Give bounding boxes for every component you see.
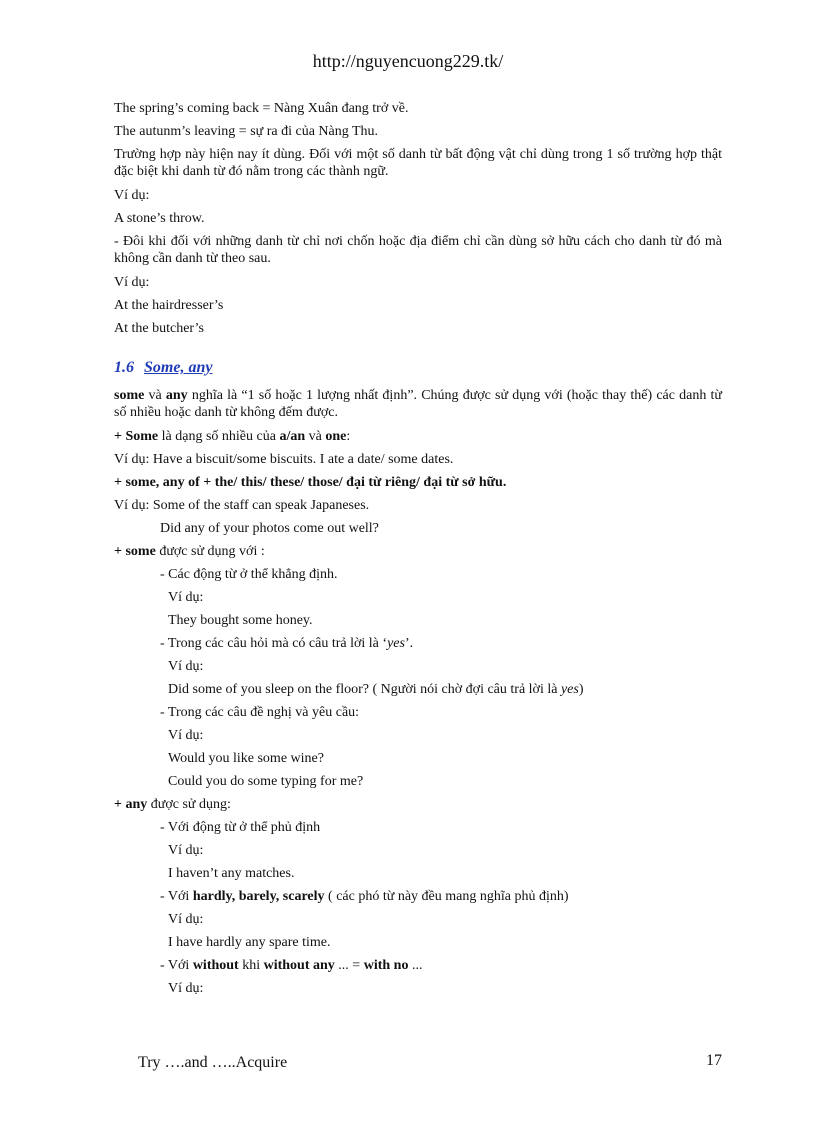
term: any [125,797,148,812]
term: hardly, barely, scarely [192,889,325,904]
list-item [114,635,722,652]
paragraph: Ví dụ: [168,728,204,743]
text: và [144,388,166,403]
text: và [305,429,326,444]
rule-line: + some, any of + the/ this/ these/ those/ đại từ riêng/ đại từ sở hữu. [114,475,507,490]
term: with no [363,958,409,973]
term: some [114,388,145,403]
paragraph [114,387,722,421]
paragraph: Ví dụ: [114,275,150,290]
section-title: Some, any [144,359,213,376]
example: Would you like some wine? [168,751,324,766]
paragraph [114,428,722,445]
term: without [192,958,239,973]
page-number: 17 [706,1052,722,1069]
list-item: - Với động từ ở thể phủ định [160,820,321,835]
paragraph: Trường hợp này hiện nay ít dùng. Đối với một số danh từ bất động vật chỉ dùng trong 1 số trường hợp thật đặc biệt khi danh từ đó nằm trong các thành ngữ. [114,147,722,179]
text: - Với [160,889,193,904]
text: ... [408,958,423,973]
list-item [114,957,722,974]
text: : [346,429,351,444]
text: + [114,797,126,812]
section-heading [114,359,722,377]
paragraph: The autunm’s leaving = sự ra đi của Nàng Thu. [114,124,379,139]
term: one [325,429,347,444]
paragraph: - Đôi khi đối với những danh từ chỉ nơi chốn hoặc địa điểm chỉ cần dùng sở hữu cách cho danh từ đó mà không cần danh từ theo sau. [114,234,722,266]
paragraph: The spring’s coming back = Nàng Xuân đang trở về. [114,101,409,116]
paragraph: At the hairdresser’s [114,298,224,313]
text: nghĩa là “1 số hoặc 1 lượng nhất định”. Chúng được sử dụng với (hoặc thay thế) các danh từ số nhiều hoặc danh từ không đếm được. [114,388,722,420]
text: Did some of you sleep on the floor? ( Người nói chờ đợi câu trả lời là [168,682,561,697]
text: được sử dụng: [147,797,231,812]
page-header-url: http://nguyencuong229.tk/ [312,51,504,71]
text: ’. [404,636,414,651]
example: Could you do some typing for me? [168,774,364,789]
section-number: 1.6 [114,359,134,376]
text: yes [387,636,405,651]
paragraph: Ví dụ: [168,912,204,927]
text: là dạng số nhiều của [158,429,280,444]
list-item: - Trong các câu đề nghị và yêu cầu: [160,705,360,720]
text: ) [578,682,584,697]
example: I haven’t any matches. [168,866,295,881]
text: - Trong các câu hỏi mà có câu trả lời là ‘ [160,636,388,651]
paragraph: Ví dụ: Some of the staff can speak Japaneses. [114,498,370,513]
text: khi [238,958,264,973]
paragraph: Ví dụ: [114,188,150,203]
term: without any [263,958,335,973]
paragraph: Ví dụ: [168,590,204,605]
paragraph: Did any of your photos come out well? [160,521,379,536]
paragraph: At the butcher’s [114,321,204,336]
example [114,681,722,698]
paragraph: Ví dụ: [168,659,204,674]
paragraph: Ví dụ: [168,843,204,858]
term: any [165,388,188,403]
paragraph: Ví dụ: [168,981,204,996]
document-body [114,100,722,1003]
paragraph: Ví dụ: Have a biscuit/some biscuits. I ate a date/ some dates. [114,452,454,467]
text: + [114,544,126,559]
text: - Với [160,958,193,973]
paragraph [114,543,722,560]
text: ... = [334,958,364,973]
term: some [125,544,156,559]
text: được sử dụng với : [155,544,265,559]
list-item [114,888,722,905]
text: + [114,429,126,444]
footer-text: Try ….and …..Acquire [138,1054,288,1071]
example: They bought some honey. [168,613,313,628]
paragraph: A stone’s throw. [114,211,205,226]
term: Some [125,429,159,444]
example: I have hardly any spare time. [168,935,331,950]
list-item: - Các động từ ở thể khẳng định. [160,567,338,582]
text: ( các phó từ này đều mang nghĩa phủ định) [324,889,569,904]
term: a/an [279,429,306,444]
text: yes [560,682,579,697]
paragraph [114,796,722,813]
